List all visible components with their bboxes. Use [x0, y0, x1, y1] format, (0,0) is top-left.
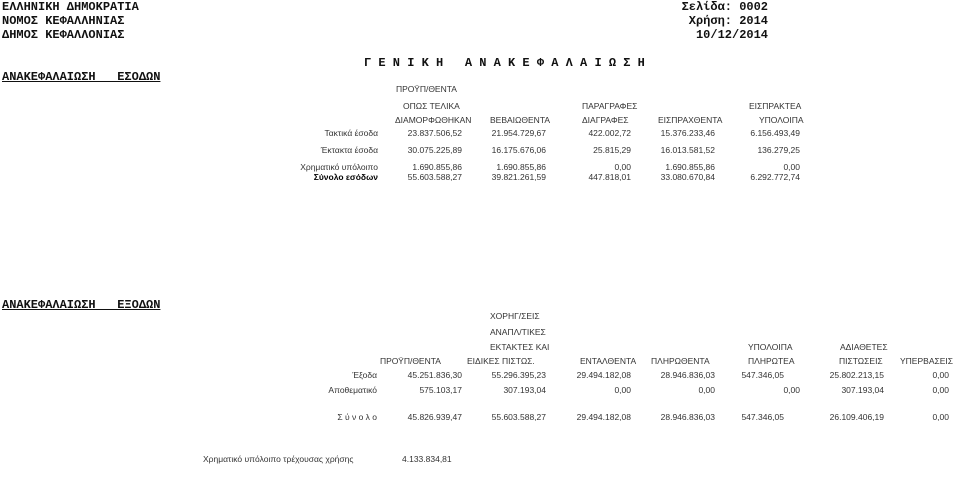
expenses-header-c1: ΠΡΟΫΠ/ΘΕΝΤΑ — [380, 356, 441, 366]
expenses-cell: 575.103,17 — [419, 385, 462, 395]
expenses-cell: 25.802.213,15 — [829, 370, 884, 380]
expenses-cell: 0,00 — [614, 385, 631, 395]
expenses-header-c2-line1: ΧΟΡΗΓ/ΣΕΙΣ — [490, 311, 540, 321]
income-cell: 422.002,72 — [588, 128, 631, 138]
income-total-cell: 33.080.670,84 — [660, 172, 715, 182]
income-cell: 1.690.855,86 — [665, 162, 715, 172]
income-header-c1-line1: ΠΡΟΫΠ/ΘΕΝΤΑ — [396, 84, 457, 94]
expenses-total-cell: 55.603.588,27 — [491, 412, 546, 422]
header-date: 10/12/2014 — [695, 28, 768, 42]
income-header-c3-line1: ΠΑΡΑΓΡΑΦΕΣ — [582, 101, 638, 111]
income-cell: 25.815,29 — [593, 145, 631, 155]
expenses-cell: 28.946.836,03 — [660, 370, 715, 380]
income-cell: 6.156.493,49 — [750, 128, 800, 138]
expenses-header-c7: ΥΠΕΡΒΑΣΕΙΣ — [900, 356, 954, 366]
expenses-header-c5-line2: ΠΛΗΡΩΤΕΑ — [748, 356, 795, 366]
expenses-total-cell: 0,00 — [932, 412, 949, 422]
expenses-cell: 547.346,05 — [741, 370, 784, 380]
expenses-total-cell: 28.946.836,03 — [660, 412, 715, 422]
income-total-cell: 39.821.261,59 — [491, 172, 546, 182]
expenses-header-c3: ΕΝΤΑΛΘΕΝΤΑ — [580, 356, 637, 366]
income-total-cell: 447.818,01 — [588, 172, 631, 182]
header-country: ΕΛΛΗΝΙΚΗ ΔΗΜΟΚΡΑΤΙΑ — [2, 0, 139, 14]
expenses-section-title: ΑΝΑΚΕΦΑΛΑΙΩΣΗ ΕΞΟΔΩΝ — [2, 298, 161, 312]
income-cell: 1.690.855,86 — [412, 162, 462, 172]
expenses-header-c6-line1: ΑΔΙΑΘΕΤΕΣ — [840, 342, 888, 352]
expenses-cell: 45.251.836,30 — [407, 370, 462, 380]
expenses-header-c2-line4: ΕΙΔΙΚΕΣ ΠΙΣΤΩΣ. — [467, 356, 535, 366]
expenses-header-c2-line2: ΑΝΑΠΛ/ΤΙΚΕΣ — [490, 327, 546, 337]
income-header-c5-line1: ΕΙΣΠΡΑΚΤΕΑ — [749, 101, 802, 111]
expenses-total-label: Σ ύ ν ο λ ο — [337, 412, 377, 422]
expenses-cell: 307.193,04 — [503, 385, 546, 395]
income-header-c1-line3: ΔΙΑΜΟΡΦΩΘΗΚΑΝ — [395, 115, 472, 125]
income-cell: 23.837.506,52 — [407, 128, 462, 138]
income-total-cell: 55.603.588,27 — [407, 172, 462, 182]
income-header-c1-line2: ΟΠΩΣ ΤΕΛΙΚΑ — [403, 101, 460, 111]
header-municipality: ΔΗΜΟΣ ΚΕΦΑΛΛΟΝΙΑΣ — [2, 28, 125, 42]
expenses-cell: 0,00 — [698, 385, 715, 395]
expenses-row-label: Έξοδα — [352, 370, 377, 380]
income-cell: 15.376.233,46 — [660, 128, 715, 138]
income-row-label: Χρηματικό υπόλοιπο — [300, 162, 378, 172]
expenses-cell: 307.193,04 — [841, 385, 884, 395]
page-title: Γ Ε Ν Ι Κ Η Α Ν Α Κ Ε Φ Α Λ Α Ι Ω Σ Η — [364, 56, 645, 70]
expenses-cell: 0,00 — [932, 385, 949, 395]
header-fiscal-year: Χρήση: 2014 — [688, 14, 768, 28]
income-header-c5-line2: ΥΠΟΛΟΙΠΑ — [759, 115, 804, 125]
income-row-label: Έκτακτα έσοδα — [320, 145, 378, 155]
income-header-c3-line2: ΔΙΑΓΡΑΦΕΣ — [582, 115, 629, 125]
header-prefecture: ΝΟΜΟΣ ΚΕΦΑΛΛΗΝΙΑΣ — [2, 14, 125, 28]
income-cell: 30.075.225,89 — [407, 145, 462, 155]
expenses-total-cell: 26.109.406,19 — [829, 412, 884, 422]
expenses-cell: 0,00 — [932, 370, 949, 380]
income-header-c2: ΒΕΒΑΙΩΘΕΝΤΑ — [490, 115, 551, 125]
income-cell: 16.013.581,52 — [660, 145, 715, 155]
footer-value: 4.133.834,81 — [402, 454, 452, 464]
header-page: Σελίδα: 0002 — [681, 0, 768, 14]
income-total-label: Σύνολο εσόδων — [313, 172, 378, 182]
income-total-cell: 6.292.772,74 — [750, 172, 800, 182]
income-cell: 0,00 — [614, 162, 631, 172]
expenses-header-c5-line1: ΥΠΟΛΟΙΠΑ — [748, 342, 793, 352]
expenses-total-cell: 29.494.182,08 — [576, 412, 631, 422]
income-cell: 16.175.676,06 — [491, 145, 546, 155]
expenses-row-label: Αποθεματικό — [328, 385, 377, 395]
income-cell: 1.690.855,86 — [496, 162, 546, 172]
expenses-cell: 0,00 — [783, 385, 800, 395]
expenses-cell: 29.494.182,08 — [576, 370, 631, 380]
income-row-label: Τακτικά έσοδα — [324, 128, 378, 138]
income-header-c4: ΕΙΣΠΡΑΧΘΕΝΤΑ — [658, 115, 723, 125]
expenses-total-cell: 45.826.939,47 — [407, 412, 462, 422]
expenses-header-c4: ΠΛΗΡΩΘΕΝΤΑ — [651, 356, 710, 366]
income-section-title: ΑΝΑΚΕΦΑΛΑΙΩΣΗ ΕΣΟΔΩΝ — [2, 70, 161, 84]
income-cell: 0,00 — [783, 162, 800, 172]
expenses-header-c2-line3: ΕΚΤΑΚΤΕΣ ΚΑΙ — [490, 342, 550, 352]
expenses-total-cell: 547.346,05 — [741, 412, 784, 422]
expenses-cell: 55.296.395,23 — [491, 370, 546, 380]
income-cell: 21.954.729,67 — [491, 128, 546, 138]
expenses-header-c6-line2: ΠΙΣΤΩΣΕΙΣ — [839, 356, 883, 366]
footer-label: Χρηματικό υπόλοιπο τρέχουσας χρήσης — [203, 454, 354, 464]
income-cell: 136.279,25 — [757, 145, 800, 155]
